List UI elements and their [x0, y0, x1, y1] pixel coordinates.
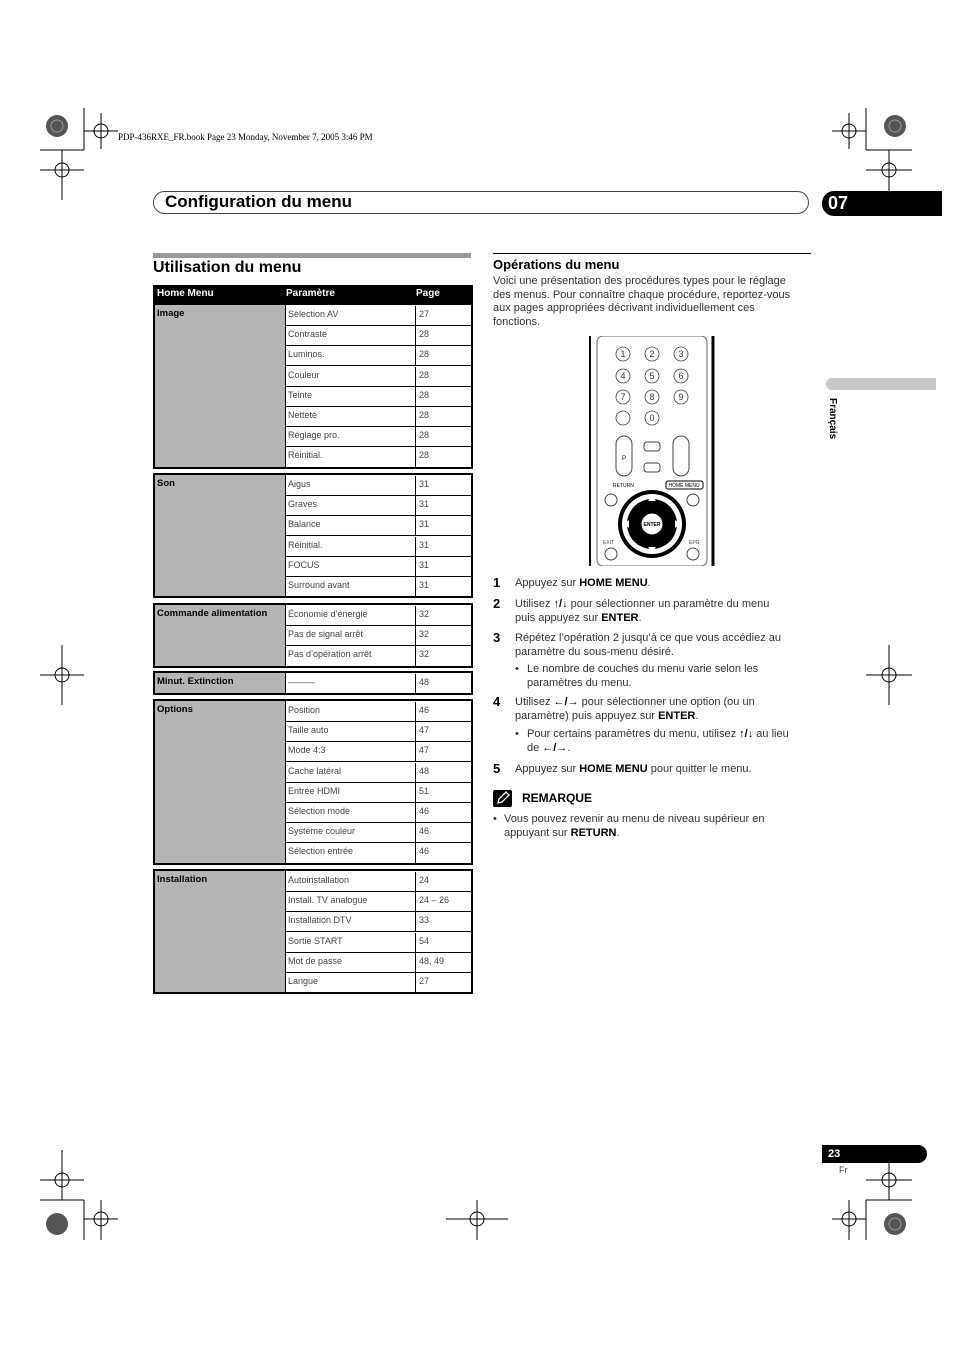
group-cell	[155, 673, 285, 693]
param-cell: Teinte	[288, 389, 313, 400]
group-cell	[155, 305, 285, 467]
group-label: Image	[157, 308, 185, 319]
table-row	[285, 843, 471, 863]
page-lang: Fr	[839, 1165, 848, 1175]
table-row	[285, 646, 471, 666]
group-label: Son	[157, 478, 175, 489]
remote-illustration	[589, 336, 715, 566]
param-cell: Aigus	[288, 479, 311, 489]
table-row	[285, 823, 471, 843]
remote-key: 8	[649, 392, 655, 402]
param-cell: Sélection AV	[288, 309, 339, 319]
crosshair-icon	[40, 150, 84, 200]
step-1: Appuyez sur HOME MENU.	[515, 577, 651, 589]
page-cell: 28	[415, 326, 471, 346]
table-row	[285, 953, 471, 973]
page-cell: 28	[415, 387, 471, 407]
page-cell: 31	[415, 537, 471, 557]
remote-key: 6	[678, 371, 684, 381]
table-row	[285, 387, 471, 407]
remote-return-label: RETURN	[613, 483, 634, 489]
table-row	[285, 626, 471, 646]
param-cell: Économie d’énergie	[288, 609, 368, 619]
step-2: Utilisez ↑/↓ pour sélectionner un paramètre du menu puis appuyez sur ENTER.	[515, 598, 770, 624]
table-group	[153, 603, 473, 668]
table-row	[285, 933, 471, 953]
table-row	[285, 702, 471, 722]
page-cell: 28	[415, 367, 471, 387]
col-parametre: Paramètre	[286, 288, 335, 299]
section-rule	[493, 253, 811, 254]
table-row	[285, 872, 471, 892]
table-group	[153, 303, 473, 469]
remote-p-label: P	[621, 456, 627, 462]
group-cell	[155, 871, 285, 992]
step-3-bullet: •	[515, 663, 519, 675]
group-cell	[155, 701, 285, 863]
page-cell: 31	[415, 557, 471, 577]
remote-enter-label: ENTER	[643, 522, 661, 528]
param-cell: Pas de signal arrêt	[288, 629, 364, 640]
color-target-icon	[884, 1213, 906, 1235]
group-label: Options	[157, 704, 193, 715]
step-3: Répétez l’opération 2 jusqu’à ce que vous accédiez au paramètre du sous-menu désiré.	[515, 632, 782, 658]
crosshair-icon	[40, 1150, 84, 1200]
param-cell: Balance	[288, 519, 321, 530]
table-row	[285, 763, 471, 783]
page-cell: 48	[415, 763, 471, 783]
table-row	[285, 476, 471, 496]
col-home-menu: Home Menu	[157, 288, 214, 299]
param-cell: Install. TV analogue	[288, 895, 368, 906]
section-rule	[153, 253, 471, 258]
section-title-left: Utilisation du menu	[153, 259, 302, 276]
param-cell: Position	[288, 705, 321, 715]
param-cell: Graves	[288, 499, 318, 510]
table-row	[285, 742, 471, 762]
crosshair-icon	[866, 645, 912, 705]
page-cell: 32	[415, 646, 471, 666]
group-label: Minut. Extinction	[157, 676, 234, 687]
param-cell: Netteté	[288, 410, 318, 420]
page-cell: 51	[415, 783, 471, 803]
param-cell: Mode 4:3	[288, 745, 326, 756]
intro-text: Voici une présentation des procédures types pour le réglage des menus. Pour connaître chaque procédure, reportez-vous aux pages appropriées décrivant individuellement ces fonctions.	[493, 275, 791, 328]
page-cell: 31	[415, 577, 471, 597]
page-cell: 28	[415, 407, 471, 427]
step-5: Appuyez sur HOME MENU pour quitter le menu.	[515, 763, 752, 775]
color-target-icon	[46, 115, 68, 137]
param-cell: Pas d’opération arrêt	[288, 649, 372, 660]
page-cell: 48, 49	[415, 953, 471, 973]
param-cell: Autoinstallation	[288, 875, 350, 885]
table-row	[285, 516, 471, 536]
table-header	[153, 285, 473, 303]
page-cell: 48	[415, 674, 471, 694]
crosshair-icon	[84, 1200, 118, 1240]
page-cell: 47	[415, 742, 471, 762]
remote-key: 0	[649, 413, 655, 423]
page-cell: 28	[415, 447, 471, 467]
step-number: 1	[493, 575, 501, 590]
param-cell: Surround avant	[288, 580, 350, 590]
table-group	[153, 699, 473, 865]
remote-epg-label: EPG	[689, 540, 700, 546]
note-title: REMARQUE	[522, 791, 593, 805]
table-row	[285, 496, 471, 516]
param-cell: Langue	[288, 976, 319, 986]
table-row	[285, 577, 471, 597]
table-row	[285, 912, 471, 932]
table-row	[285, 427, 471, 447]
print-info: PDP-436RXE_FR.book Page 23 Monday, November 7, 2005 3:46 PM	[118, 132, 373, 142]
table-group	[153, 473, 473, 598]
table-row	[285, 367, 471, 387]
step-3-bullet-text: Le nombre de couches du menu varie selon les paramètres du menu.	[527, 663, 759, 689]
group-label: Commande alimentation	[157, 608, 268, 619]
param-cell: ———	[288, 677, 315, 687]
note-icon	[493, 790, 512, 807]
page-cell: 31	[415, 516, 471, 536]
table-row	[285, 783, 471, 803]
remote-key: 5	[649, 371, 655, 381]
step-number: 5	[493, 761, 501, 776]
page-cell: 33	[415, 912, 471, 932]
remote-key: 7	[620, 392, 626, 402]
page-cell: 31	[415, 496, 471, 516]
section-title-right: Opérations du menu	[493, 257, 620, 272]
page-cell: 27	[415, 306, 471, 326]
param-cell: Taille auto	[288, 725, 329, 736]
table-row	[285, 892, 471, 912]
page-cell: 32	[415, 626, 471, 646]
language-label: Français	[827, 398, 838, 440]
remote-key: 9	[678, 392, 684, 402]
step-4: Utilisez ←/→ pour sélectionner une option (ou un paramètre) puis appuyez sur ENTER.	[515, 696, 755, 722]
note-bullet: •	[493, 813, 497, 825]
page-cell: 24 – 26	[415, 892, 471, 912]
step-4-bullet-text: Pour certains paramètres du menu, utilisez ↑/↓ au lieu de ←/→.	[527, 728, 789, 754]
step-4-bullet: •	[515, 728, 519, 740]
step-number: 4	[493, 694, 501, 709]
page-cell: 24	[415, 872, 471, 892]
page-cell: 46	[415, 803, 471, 823]
remote-key: 4	[620, 371, 626, 381]
param-cell: Mot de passe	[288, 955, 343, 966]
param-cell: Réinitial.	[288, 539, 323, 550]
page-cell: 47	[415, 722, 471, 742]
remote-exit-label: EXIT	[603, 540, 615, 546]
param-cell: Système couleur	[288, 826, 356, 837]
table-row	[285, 606, 471, 626]
param-cell: Installation DTV	[288, 915, 352, 926]
param-cell: Contraste	[288, 329, 328, 340]
table-group	[153, 869, 473, 994]
param-cell: Couleur	[288, 369, 320, 380]
table-row	[285, 326, 471, 346]
crosshair-icon	[84, 113, 118, 149]
param-cell: Entrée HDMI	[288, 785, 341, 796]
page-cell: 46	[415, 843, 471, 863]
chapter-number: 07	[822, 191, 942, 216]
page-cell: 46	[415, 702, 471, 722]
note-text: Vous pouvez revenir au menu de niveau supérieur en appuyant sur RETURN.	[504, 813, 765, 839]
param-cell: Réinitial.	[288, 450, 323, 461]
table-row	[285, 557, 471, 577]
table-row	[285, 973, 471, 993]
table-group	[153, 671, 473, 695]
param-cell: Sélection mode	[288, 806, 351, 816]
crosshair-icon	[832, 1200, 866, 1240]
param-cell: Réglage pro.	[288, 430, 340, 441]
page-cell: 27	[415, 973, 471, 993]
remote-key: 2	[649, 349, 655, 359]
table-row	[285, 407, 471, 427]
page-cell: 46	[415, 823, 471, 843]
table-row	[285, 803, 471, 823]
step-number: 3	[493, 630, 501, 645]
table-row	[285, 537, 471, 557]
table-row	[285, 722, 471, 742]
group-cell	[155, 475, 285, 596]
crosshair-icon	[832, 113, 866, 149]
page-cell: 28	[415, 346, 471, 366]
remote-key: 1	[620, 349, 626, 359]
group-cell	[155, 605, 285, 666]
crosshair-icon	[446, 1200, 508, 1240]
table-row	[285, 447, 471, 467]
param-cell: Sortie START	[288, 935, 343, 946]
col-page: Page	[416, 288, 440, 299]
table-row	[285, 306, 471, 326]
color-target-icon	[46, 1213, 68, 1235]
param-cell: FOCUS	[288, 559, 320, 570]
color-target-icon	[884, 115, 906, 137]
page-cell: 32	[415, 606, 471, 626]
language-tab	[826, 378, 936, 390]
page-cell: 54	[415, 933, 471, 953]
param-cell: Luminos.	[288, 349, 325, 360]
page-cell: 31	[415, 476, 471, 496]
header-title: Configuration du menu	[165, 192, 352, 211]
param-cell: Sélection entrée	[288, 846, 354, 857]
step-number: 2	[493, 596, 501, 611]
page-number: 23	[822, 1145, 927, 1163]
table-row	[285, 674, 471, 694]
crosshair-icon	[40, 645, 84, 705]
param-cell: Cache latéral	[288, 765, 342, 776]
table-row	[285, 346, 471, 366]
remote-home-menu-label: HOME MENU	[668, 483, 700, 489]
remote-key: 3	[678, 349, 684, 359]
page-cell: 28	[415, 427, 471, 447]
group-label: Installation	[157, 874, 208, 885]
